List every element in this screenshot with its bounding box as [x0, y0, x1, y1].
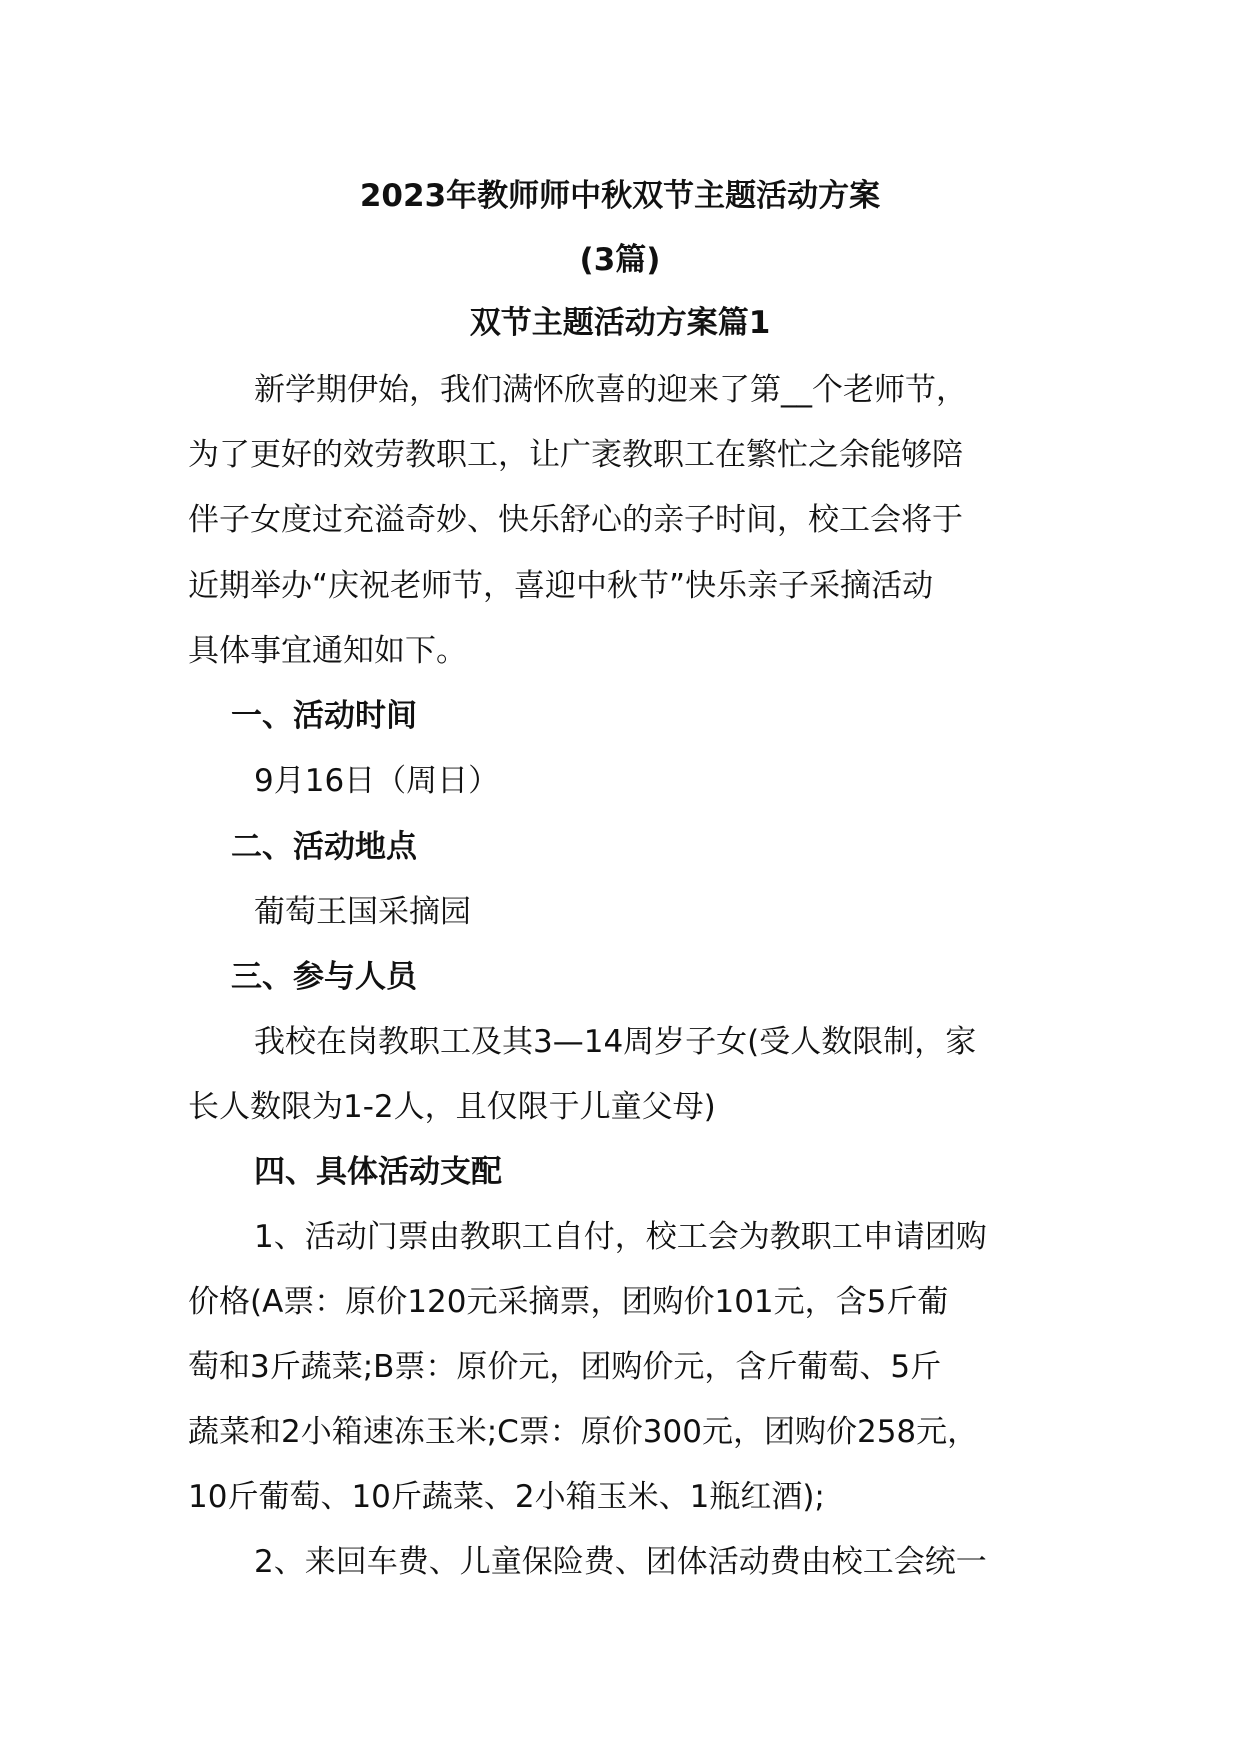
intro-line: 新学期伊始，我们满怀欣喜的迎来了第__个老师节， — [254, 372, 967, 408]
heading-arrangement: 四、具体活动支配 — [254, 1154, 502, 1190]
document-title-count: (3篇) — [579, 242, 661, 278]
document-title: 2023年教师师中秋双节主题活动方案 — [359, 178, 881, 214]
arrangement-item-line: 蔬菜和2小箱速冻玉米;C票：原价300元，团购价258元， — [188, 1414, 979, 1450]
section-title: 双节主题活动方案篇1 — [469, 305, 771, 341]
arrangement-item-line: 10斤葡萄、10斤蔬菜、2小箱玉米、1瓶红酒); — [188, 1479, 825, 1515]
intro-line: 具体事宜通知如下。 — [188, 633, 467, 669]
participants-line: 长人数限为1-2人，且仅限于儿童父母) — [188, 1089, 716, 1125]
intro-line: 为了更好的效劳教职工，让广袤教职工在繁忙之余能够陪 — [188, 437, 963, 473]
participants-line: 我校在岗教职工及其3—14周岁子女(受人数限制，家 — [254, 1024, 977, 1060]
arrangement-item-line: 萄和3斤蔬菜;B票：原价元，团购价元，含斤葡萄、5斤 — [188, 1349, 942, 1385]
arrangement-item-line: 1、活动门票由教职工自付，校工会为教职工申请团购 — [254, 1219, 987, 1255]
intro-line: 近期举办“庆祝老师节，喜迎中秋节”快乐亲子采摘活动 — [188, 568, 934, 604]
heading-activity-time: 一、活动时间 — [231, 698, 417, 734]
intro-line: 伴子女度过充溢奇妙、快乐舒心的亲子时间，校工会将于 — [188, 502, 963, 538]
heading-participants: 三、参与人员 — [231, 959, 417, 995]
arrangement-item-line: 价格(A票：原价120元采摘票，团购价101元，含5斤葡 — [188, 1284, 949, 1320]
heading-activity-place: 二、活动地点 — [231, 829, 417, 865]
activity-place-value: 葡萄王国采摘园 — [254, 894, 471, 930]
arrangement-item-line: 2、来回车费、儿童保险费、团体活动费由校工会统一 — [254, 1544, 987, 1580]
activity-time-value: 9月16日（周日） — [254, 763, 500, 799]
